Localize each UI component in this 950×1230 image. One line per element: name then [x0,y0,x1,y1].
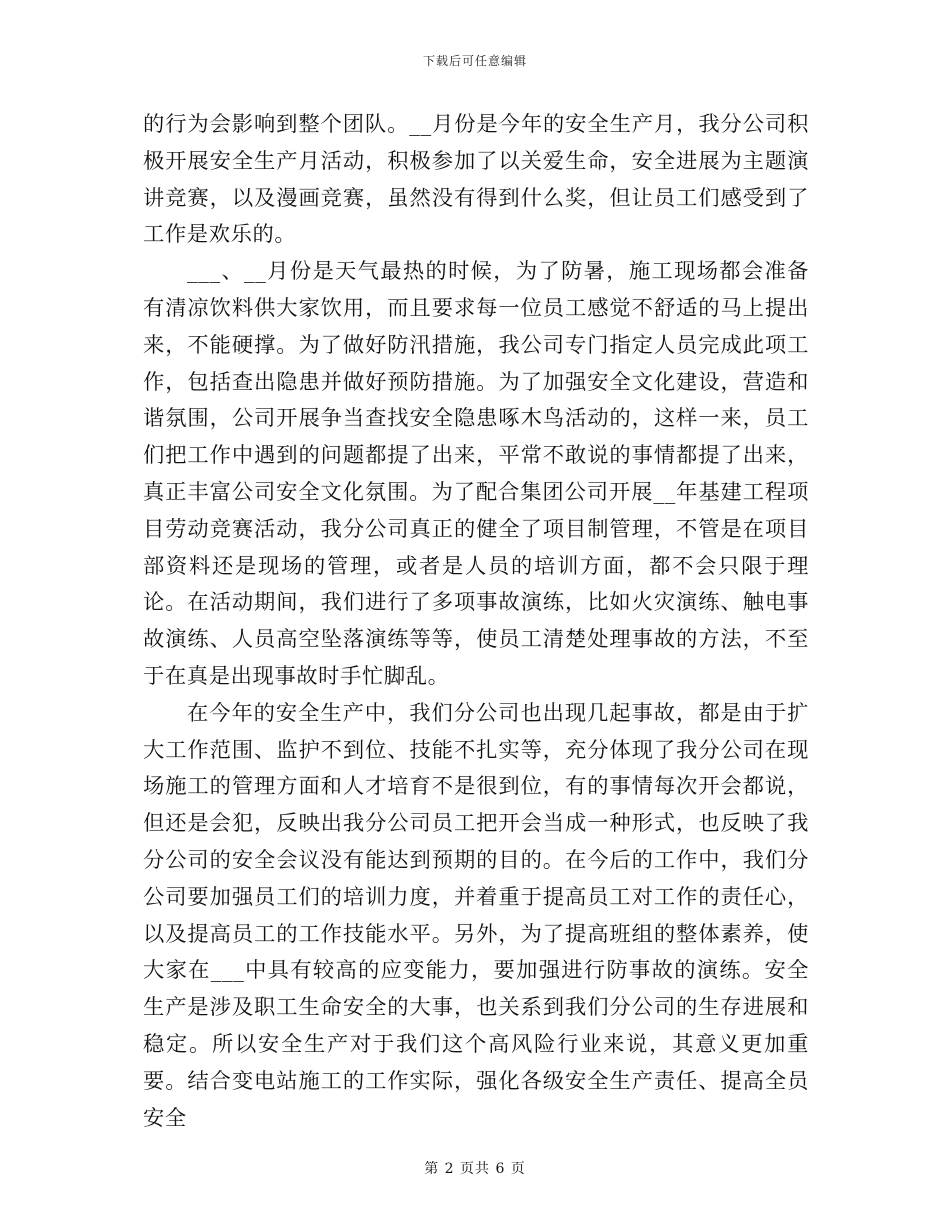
document-body [143,107,809,1137]
paragraph-3: 在今年的安全生产中，我们分公司也出现几起事故，都是由于扩大工作范围、监护不到位、技能不扎实等，充分体现了我分公司在现场施工的管理方面和人才培育不是很到位，有的事情每次开会都说，但还是会犯，反映出我分公司员工把开会当成一种形式，也反映了我分公司的安全会议没有能达到预期的目的。在今后的工作中，我们分公司要加强员工们的培训力度，并着重于提高员工对工作的责任心，以及提高员工的工作技能水平。另外，为了提高班组的整体素养，使大家在___中具有较高的应变能力，要加强进行防事故的演练。安全生产是涉及职工生命安全的大事，也关系到我们分公司的生存进展和稳定。所以安全生产对于我们这个高风险行业来说，其意义更加重要。结合变电站施工的工作实际，强化各级安全生产责任、提高全员安全 [143,700,809,1131]
page-header: 下载后可任意编辑 [422,54,527,68]
paragraph-2: ___、__月份是天气最热的时候，为了防暑，施工现场都会准备有清凉饮料供大家饮用，而且要求每一位员工感觉不舒适的马上提出来，不能硬撑。为了做好防汛措施，我公司专门指定人员完成此项工作，包括查出隐患并做好预防措施。为了加强安全文化建设，营造和谐氛围，公司开展争当查找安全隐患啄木鸟活动的，这样一来，员工们把工作中遇到的问题都提了出来，平常不敢说的事情都提了出来，真正丰富公司安全文化氛围。为了配合集团公司开展__年基建工程项目劳动竞赛活动，我分公司真正的健全了项目制管理，不管是在项目部资料还是现场的管理，或者是人员的培训方面，都不会只限于理论。在活动期间，我们进行了多项事故演练，比如火灾演练、触电事故演练、人员高空坠落演练等等，使员工清楚处理事故的方法，不至于在真是出现事故时手忙脚乱。 [143,259,809,689]
page-footer-page-number: 第 2 页共 6 页 [424,1161,526,1177]
paragraph-1: 的行为会影响到整个团队。__月份是今年的安全生产月，我分公司积极开展安全生产月活动，积极参加了以关爱生命，安全进展为主题演讲竞赛，以及漫画竞赛，虽然没有得到什么奖，但让员工们感受到了工作是欢乐的。 [143,112,809,248]
